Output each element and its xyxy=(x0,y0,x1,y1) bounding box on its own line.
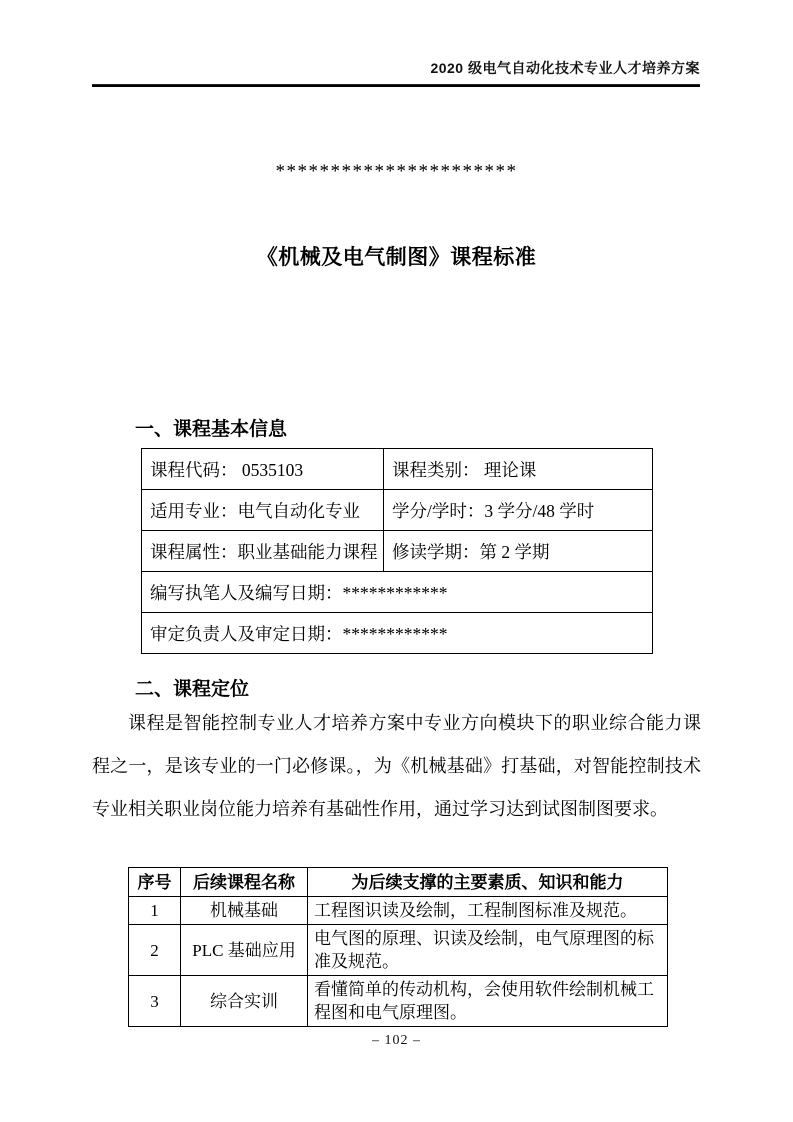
course-support-description: 看懂简单的传动机构，会使用软件绘制机械工程图和电气原理图。 xyxy=(308,976,668,1027)
table-row xyxy=(142,449,653,490)
document-title: 《机械及电气制图》课程标准 xyxy=(256,245,537,269)
page-number: – 102 – xyxy=(372,1033,421,1048)
table-row xyxy=(129,897,668,925)
column-header-course-name: 后续课程名称 xyxy=(181,868,308,897)
asterisk-separator: ********************** xyxy=(275,161,518,182)
column-header-support: 为后续支撑的主要素质、知识和能力 xyxy=(308,868,668,897)
header-rule xyxy=(92,84,700,87)
study-semester-cell: 修读学期：第 2 学期 xyxy=(384,531,653,572)
column-header-number: 序号 xyxy=(129,868,181,897)
course-positioning-paragraph: 课程是智能控制专业人才培养方案中专业方向模块下的职业综合能力课程之一，是该专业的一门必修课。，为《机械基础》打基础，对智能控制技术专业相关职业岗位能力培养有基础性作用，通过学习达到试图制图要求。 xyxy=(92,713,701,819)
running-header: 2020 级电气自动化技术专业人才培养方案 xyxy=(430,60,700,76)
credits-hours-cell: 学分/学时：3 学分/48 学时 xyxy=(384,490,653,531)
course-info-table xyxy=(141,448,653,654)
applicable-major-cell: 适用专业：电气自动化专业 xyxy=(142,490,384,531)
row-number: 1 xyxy=(129,897,181,925)
row-number: 2 xyxy=(129,925,181,976)
table-row xyxy=(129,976,668,1027)
course-support-description: 电气图的原理、识读及绘制，电气原理图的标准及规范。 xyxy=(308,925,668,976)
row-number: 3 xyxy=(129,976,181,1027)
table-row xyxy=(142,531,653,572)
author-date-cell: 编写执笔人及编写日期：************ xyxy=(142,572,653,613)
table-row xyxy=(129,925,668,976)
reviewer-date-cell: 审定负责人及审定日期：************ xyxy=(142,613,653,654)
course-attribute-cell: 课程属性：职业基础能力课程 xyxy=(142,531,384,572)
course-support-description: 工程图识读及绘制，工程制图标准及规范。 xyxy=(308,897,668,925)
table-row xyxy=(142,572,653,613)
section-heading-positioning: 二、课程定位 xyxy=(135,679,250,700)
course-name: PLC 基础应用 xyxy=(181,925,308,976)
course-code-cell: 课程代码： 0535103 xyxy=(142,449,384,490)
course-name: 综合实训 xyxy=(181,976,308,1027)
table-header-row xyxy=(129,868,668,897)
table-row xyxy=(142,613,653,654)
section-heading-basic-info: 一、课程基本信息 xyxy=(135,419,288,440)
follow-up-courses-table xyxy=(128,867,668,1027)
course-category-cell: 课程类别： 理论课 xyxy=(384,449,653,490)
course-name: 机械基础 xyxy=(181,897,308,925)
table-row xyxy=(142,490,653,531)
